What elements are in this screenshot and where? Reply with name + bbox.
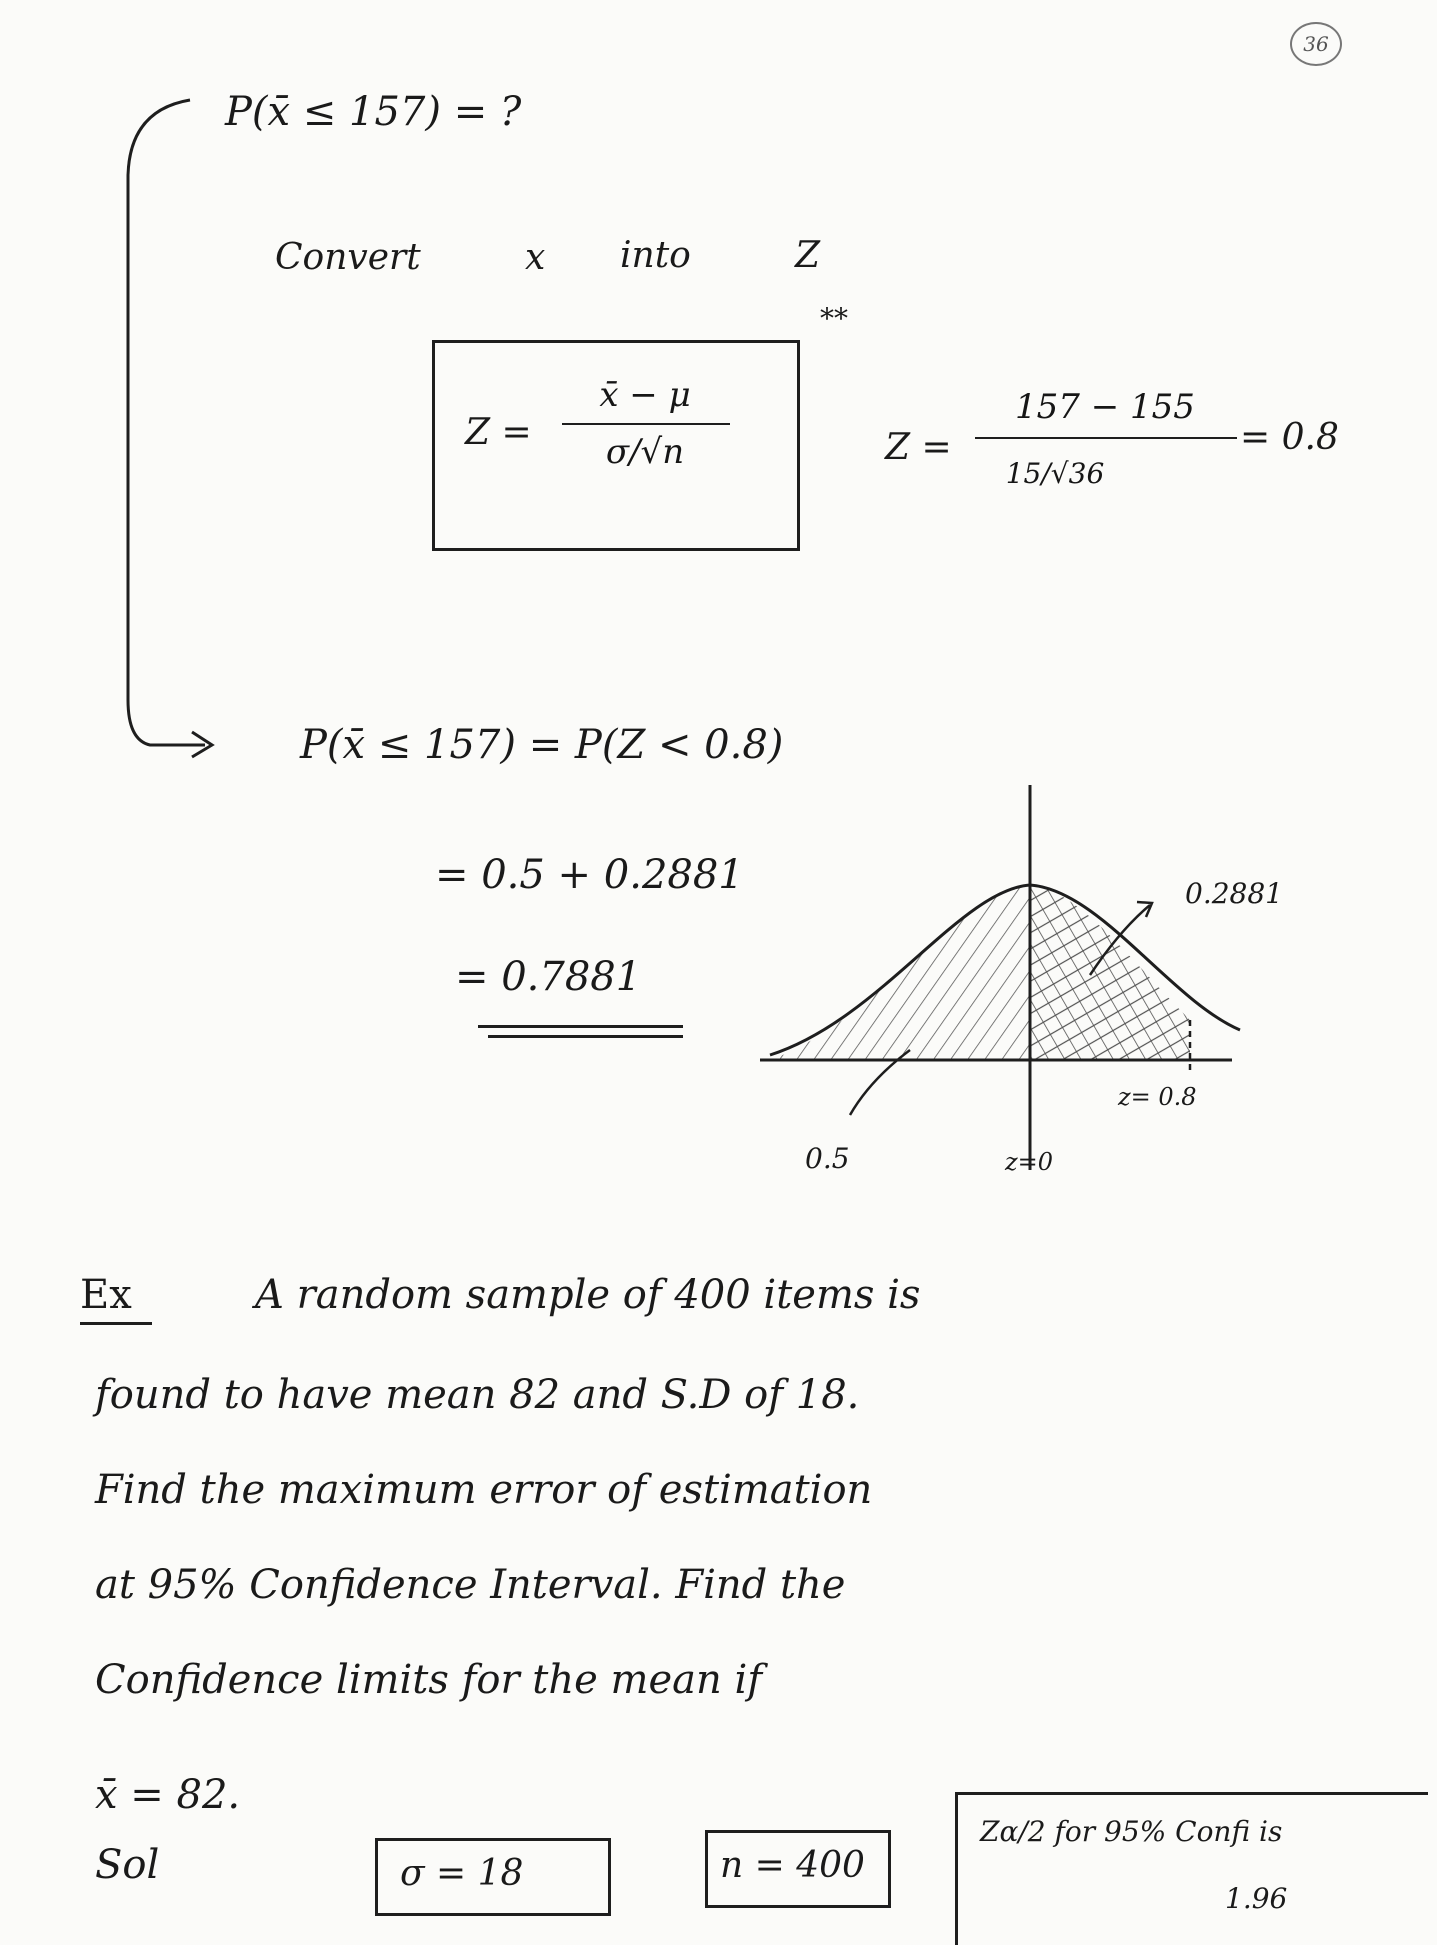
example-line-4: at 95% Confidence Interval. Find the [95,1562,846,1608]
example-tag-underline [80,1322,152,1325]
solution-label: Sol [95,1842,160,1888]
graph-left-area-label: 0.5 [805,1142,850,1175]
calc-result: = 0.8 [1240,417,1339,458]
graph-z-zero-label: z=0 [1005,1148,1054,1176]
probability-line: P(x̄ ≤ 157) = P(Z < 0.8) [300,722,784,768]
result-line: = 0.7881 [455,954,642,1000]
example-tag: Ex [80,1272,132,1318]
formula-denominator: σ/√n [605,432,685,472]
calc-lhs: Z = [885,427,952,468]
sigma-value: σ = 18 [400,1853,524,1894]
graph-right-area-label: 0.2881 [1185,877,1283,910]
example-line-5: Confidence limits for the mean if [95,1657,763,1703]
convert-word: Convert [275,237,421,278]
example-line-1: A random sample of 400 items is [255,1272,921,1318]
formula-lhs: Z = [465,412,532,453]
convert-into: into [620,235,691,276]
graph-z-value-label: z= 0.8 [1118,1083,1197,1111]
z-critical-value: 1.96 [1225,1882,1288,1915]
calc-denominator: 15/√36 [1005,457,1105,490]
calc-numerator: 157 − 155 [1015,387,1195,427]
convert-z: Z [795,235,821,276]
page-number: 36 [1290,22,1342,66]
formula-numerator: x̄ − μ [599,375,691,415]
stars-mark: ** [820,302,848,335]
example-line-2: found to have mean 82 and S.D of 18. [95,1372,860,1418]
example-line-3: Find the maximum error of estimation [95,1467,873,1513]
sum-line: = 0.5 + 0.2881 [435,852,744,898]
n-value: n = 400 [720,1845,865,1886]
example-line-6: x̄ = 82. [95,1772,241,1818]
question-line: P(x̄ ≤ 157) = ? [225,89,522,135]
convert-x: x [525,237,546,278]
z-critical-label: Zα/2 for 95% Confi is [980,1815,1283,1848]
